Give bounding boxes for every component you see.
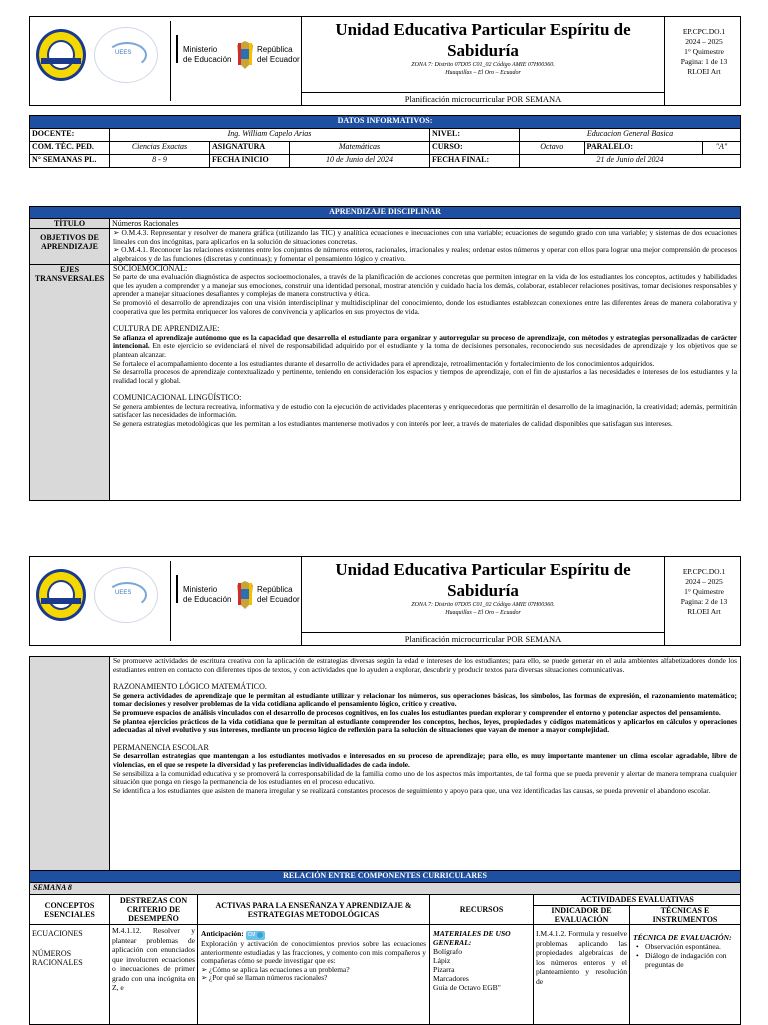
code-line: 2024 – 2025 [685, 577, 723, 586]
code-line: RLOEI Art [687, 67, 721, 76]
fecha-final-label: FECHA FINAL: [430, 155, 520, 168]
zone-info: ZONA 7: Distrito 07D05 C01_02 Código AMIE 07H00360. [411, 62, 555, 68]
paralelo-value: "A" [702, 142, 740, 155]
semanas-label: N° SEMANAS PL. [30, 155, 110, 168]
concepto-item: ECUACIONES [32, 929, 83, 939]
code-line: 1° Quimestre [684, 587, 724, 596]
permanencia-text: Se desarrollan estrategias que mantengan a los estudiantes motivados e interesados en su proceso de aprendizaje; para ello, es muy importante mantener un clima escolar agradable, libre de violencias, en el que se respete la diversidad y las preferencias individualidades de cada índole. [113, 751, 737, 769]
fecha-inicio-label: FECHA INICIO [210, 155, 290, 168]
paralelo-label: PARALELO: [584, 142, 702, 155]
school-seal-logo [36, 29, 86, 81]
ministry-line2: de Educación [183, 594, 232, 604]
school-name: Unidad Educativa Particular Espíritu de Sabiduría [335, 20, 631, 60]
activas-text: Exploración y activación de conocimientos previos sobre las ecuaciones anteriormente estudiadas y las fracciones, y comento con mis compañeros y compañeras cómo se puede investigar que es: [201, 938, 426, 966]
activas-header: ACTIVAS PARA LA ENSEÑANZA Y APRENDIZAJE & ESTRATEGIAS METODOLÓGICAS [198, 895, 430, 925]
school-name: Unidad Educativa Particular Espíritu de Sabiduría [335, 560, 631, 600]
objetivo-item: ➢ O.M.4.3. Representar y resolver de manera gráfica (utilizando las TIC) y analítica ecuaciones e inecuaciones con una variable; ecuaciones de segundo grado con una variable; y sistemas de dos ecuaciones lineales con dos incógnitas, para aplicarlos en la solución de situaciones concretas. [113, 228, 737, 246]
location-info: Huaquillas – El Oro – Ecuador [445, 70, 521, 76]
ejes-label: EJES TRANSVERSALES [30, 264, 110, 500]
logo-text: UEES [115, 50, 132, 56]
razonamiento-text: Se plantea ejercicios prácticos de la vida cotidiana que le permitan al estudiante comprender los conceptos, hechos, leyes, propiedades y códigos matemáticos y aplicarlos en cálculos y operaciones adecuadas al nivel evolutivo y sus intereses, mediante un proceso lógico de reflexión para la solución de situaciones que vayan de menor a mayor complejidad. [113, 716, 737, 735]
recurso-item: Guía de Octavo EGB" [433, 983, 501, 993]
concepto-item: NÚMEROS RACIONALES [32, 948, 83, 967]
anticipacion-heading: Anticipación: [201, 929, 244, 939]
ejes-continuation-table [29, 656, 741, 871]
comunicacional-heading: COMUNICACIONAL LINGÜÍSTICO: [113, 393, 242, 403]
ministry-logo [170, 561, 300, 641]
cultura-heading: CULTURA DE APRENDIZAJE: [113, 324, 220, 334]
fecha-inicio-value: 10 de Junio del 2024 [290, 155, 430, 168]
comtec-value: Ciencias Exactas [110, 142, 210, 155]
badge-text: CM [247, 932, 256, 939]
ministry-line1: Ministerio [183, 585, 218, 594]
datos-informativos-table [29, 115, 741, 168]
comunicacional-text: Se promueve actividades de escritura creativa con la aplicación de estrategias diversas según la edad e intereses de los estudiantes; para ello, se puede generar en el aula ambientes alfabetizadores donde los estudiantes entren en contacto con diferentes tipos de textos, y con actividades que lo ayuden a explorar, descubrir y producir textos para diversas situaciones comunicativas. [113, 656, 737, 674]
question-item: ➢ ¿Cómo se aplica las ecuaciones a un problema? [201, 964, 350, 974]
logo-text: UEES [115, 590, 132, 596]
recursos-header: RECURSOS [430, 895, 534, 925]
recursos-heading: MATERIALES DE USO GENERAL: [433, 929, 511, 948]
curso-value: Octavo [520, 142, 585, 155]
code-line: EP.CPC.DO.1 [682, 567, 726, 576]
republic-line2: del Ecuador [257, 54, 300, 64]
republic-line2: del Ecuador [257, 594, 300, 604]
plan-title: Planificación microcurricular POR SEMANA [302, 632, 664, 645]
indicador-header: INDICADOR DE EVALUACIÓN [534, 906, 630, 925]
nivel-value: Educacion General Basica [520, 129, 741, 142]
tecnicas-heading: TÉCNICA DE EVALUACIÓN: [633, 933, 732, 943]
actividades-evaluativas-header: ACTIVIDADES EVALUATIVAS [534, 895, 741, 906]
code-line: EP.CPC.DO.1 [682, 27, 726, 36]
titulo-value: Números Racionales [110, 219, 741, 229]
comunicacional-text: Se genera estrategias metodológicas que les permitan a los estudiantes mantenerse motivados y con interés por leer, a través de materiales de calidad disponibles que satisfagan sus intereses. [113, 419, 673, 429]
permanencia-text: Se identifica a los estudiantes que asisten de manera irregular y se realizará constantes procesos de seguimiento y apoyo para que, una vez identificadas las causas, se pueda prevenir el abandono escolar. [113, 785, 711, 795]
semanas-value: 8 - 9 [110, 155, 210, 168]
recurso-item: Marcadores [433, 974, 469, 984]
relacion-title: RELACIÓN ENTRE COMPONENTES CURRICULARES [30, 871, 741, 883]
recurso-item: Pizarra [433, 965, 455, 975]
institution-logo [94, 27, 158, 83]
tecnica-text: Observación espontánea. [645, 942, 721, 952]
ecuador-crest-icon [235, 581, 255, 611]
aprendizaje-table [29, 206, 741, 501]
permanencia-heading: PERMANENCIA ESCOLAR [113, 742, 209, 752]
bullet-icon: • [636, 951, 639, 961]
cultura-text: Se desarrolla procesos de aprendizaje contextualizado y pertinente, teniendo en consideración los espacios y tiempos de aprendizaje, con el fin de ajustarlos a las necesidades e intereses de los estudiantes y la realidad local y global. [113, 367, 737, 385]
titulo-label: TÍTULO [30, 219, 110, 229]
asignatura-label: ASIGNATURA [210, 142, 290, 155]
destrezas-header: DESTREZAS CON CRITERIO DE DESEMPEÑO [110, 895, 198, 925]
comunicacional-text: Se genera ambientes de lectura recreativa, informativa y de estudio con la ejecución de actividades placenteras y enriquecedoras que permitirán el desarrollo de la imaginación, la creatividad; además, permitirán satisfacer las necesidades de información. [113, 401, 737, 420]
code-line: 1° Quimestre [684, 47, 724, 56]
institution-logo [94, 567, 158, 623]
code-line: RLOEI Art [687, 607, 721, 616]
razonamiento-heading: RAZONAMIENTO LÓGICO MATEMÁTICO. [113, 682, 267, 692]
cultura-text: Se fortalece el acompañamiento docente a los estudiantes durante el desarrollo de actividades para el aprendizaje, retroalimentación y fortalecimiento de los conocimientos adquiridos. [113, 358, 655, 368]
destreza-text: M.4.1.12. Resolver y plantear problemas de aplicación con enunciados que involucren ecuaciones o inecuaciones de primer grado con una incógnita en Z, e [112, 926, 195, 993]
recurso-item: Bolígrafo [433, 947, 463, 957]
republic-line1: República [257, 585, 293, 594]
tecnica-item [633, 951, 737, 969]
tecnicas-header: TÉCNICAS E INSTRUMENTOS [630, 906, 741, 925]
aprendizaje-title: APRENDIZAJE DISCIPLINAR [30, 207, 741, 219]
school-logos [34, 21, 164, 101]
code-line: 2024 – 2025 [685, 37, 723, 46]
title-block [301, 557, 665, 645]
school-logos [34, 561, 164, 641]
permanencia-text: Se sensibiliza a la comunidad educativa y se promoverá la corresponsabilidad de la familia como uno de los aspectos más importantes, de tal forma que se pueda prevenir y alertar de manera temprana cualquier situación que ponga en riesgo la permanencia de los estudiantes en el proceso educativo. [113, 768, 737, 787]
socioemocional-heading: SOCIOEMOCIONAL: [113, 263, 188, 273]
socioemocional-text: Se parte de una evaluación diagnóstica de aspectos socioemocionales, a través de la planificación de acciones concretas que permiten integrar en la vida de los estudiantes los conceptos, actitudes y habilidades que les ayuden a comprender y a manejar sus emociones, construir una identidad personal, mostrar atención y cuidado hacia los demás, colaborar, establecer relaciones positivas, tomar decisiones responsables y aprender a manejar situaciones desafiantes y complejas de manera constructiva y ética. [113, 272, 737, 299]
question-item: ➢ ¿Por qué se llaman números racionales? [201, 973, 328, 983]
tecnica-item [633, 942, 737, 951]
tecnica-text: Diálogo de indagación con preguntas de [645, 951, 727, 970]
nivel-label: NIVEL: [430, 129, 520, 142]
school-seal-logo [36, 569, 86, 621]
fecha-final-value: 21 de Junio del 2024 [520, 155, 741, 168]
zone-info: ZONA 7: Distrito 07D05 C01_02 Código AMIE 07H00360. [411, 602, 555, 608]
cultura-text: En este ejercicio se evidenciará el nivel de responsabilidad adquirido por el estudiante y la toma de decisiones personales, reconociendo sus necesidades de aprendizaje y los objetivos que se plantean alcanzar. [113, 341, 737, 359]
razonamiento-text: Se genera actividades de aprendizaje que le permitan al estudiante utilizar y relacionar los números, sus operaciones básicas, los símbolos, las formas de expresión, el razonamiento matemático; tomar decisiones y resolver problemas de la vida cotidiana aplicando el pensamiento lógico, crítico y creativo. [113, 690, 737, 709]
semana-label: SEMANA 8 [30, 883, 741, 895]
ministry-line1: Ministerio [183, 45, 218, 54]
bullet-icon: • [636, 942, 639, 952]
location-info: Huaquillas – El Oro – Ecuador [445, 610, 521, 616]
recurso-item: Lápiz [433, 956, 451, 966]
ecuador-crest-icon [235, 41, 255, 71]
objetivo-item: ➢ O.M.4.1. Reconocer las relaciones existentes entre los conjuntos de números enteros, racionales, irracionales y reales; ordenar estos números y operar con ellos para lograr una mejor comprensión de procesos algebraicos y de las funciones (discretas y continuas); y fomentar el pensamiento lógico y creativo. [113, 245, 737, 263]
conceptos-cell [30, 925, 110, 1025]
objetivos-label: OBJETIVOS DE APRENDIZAJE [30, 229, 110, 264]
ministry-line2: de Educación [183, 54, 232, 64]
title-block [301, 17, 665, 105]
datos-title: DATOS INFORMATIVOS: [30, 116, 741, 129]
recursos-cell [430, 925, 534, 1025]
indicador-text: I.M.4.1.2. Formula y resuelve problemas aplicando las propiedades algebraicas de los números enteros y el planteamiento y resolución de [536, 929, 627, 986]
cultura-bold-text: Se afianza el aprendizaje autónomo que es la capacidad que desarrolla el estudiante para organizar y autorregular su proceso de aprendizaje, con métodos y estrategias personalizadas de carácter intencional. [113, 332, 737, 351]
curso-label: CURSO: [430, 142, 520, 155]
page-number: Pagina: 1 de 13 [680, 57, 728, 66]
relacion-table [29, 870, 741, 1025]
ministry-logo [170, 21, 300, 101]
conceptos-header: CONCEPTOS ESENCIALES [30, 895, 110, 925]
document-code [668, 567, 740, 617]
page-number: Pagina: 2 de 13 [680, 597, 728, 606]
tecnicas-cell [630, 925, 741, 1025]
socioemocional-text: Se promovió el desarrollo de aprendizajes con una visión interdisciplinar y multidisciplinar del conocimiento, donde los estudiantes establezcan conexiones entre las diferentes áreas de manera colaborativa y cooperativa que les permita enriquecer los valores de convivencia y aplicarlos en sus proyectos de vida. [113, 297, 737, 316]
plan-title: Planificación microcurricular POR SEMANA [302, 92, 664, 105]
republic-line1: República [257, 45, 293, 54]
comtec-label: COM. TÉC. PED. [30, 142, 110, 155]
page-header [29, 16, 741, 106]
page-header [29, 556, 741, 646]
asignatura-value: Matemáticas [290, 142, 430, 155]
razonamiento-text: Se promueve espacios de análisis vinculados con el desarrollo de procesos cognitivos, en los cuales los estudiantes puedan explorar y comprender el entorno y potenciar aspectos del pensamiento. [113, 707, 721, 717]
ejes-label-cell [30, 657, 110, 871]
document-code [668, 27, 740, 77]
docente-value: Ing. William Capelo Arias [110, 129, 430, 142]
docente-label: DOCENTE: [30, 129, 110, 142]
